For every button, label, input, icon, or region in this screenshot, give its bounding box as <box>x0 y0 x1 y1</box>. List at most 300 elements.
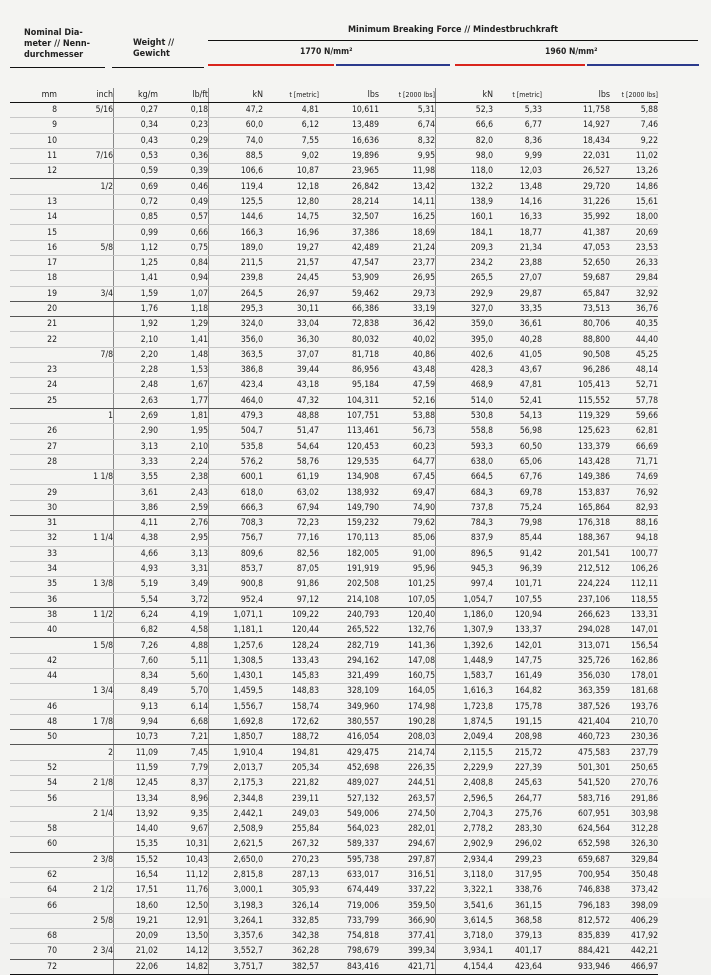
cell-kn-1770: 47,2 <box>209 103 264 118</box>
table-row <box>10 118 658 133</box>
cell-kn-1960: 558,8 <box>436 424 494 439</box>
cell-kg-m: 8,49 <box>114 684 159 699</box>
cell-t-metric-1960: 379,13 <box>493 929 542 944</box>
cell-t-metric-1960: 6,77 <box>493 118 542 133</box>
cell-t-metric-1960: 79,98 <box>493 516 542 531</box>
cell-t-metric-1770: 47,32 <box>263 393 319 408</box>
cell-kn-1770: 809,6 <box>209 546 264 561</box>
cell-mm: 28 <box>10 454 57 469</box>
cell-t-metric-1960: 245,63 <box>493 776 542 791</box>
cell-t2000-1960: 88,16 <box>610 516 658 531</box>
cell-t-metric-1960: 147,75 <box>493 653 542 668</box>
cell-t-metric-1770: 9,02 <box>263 148 319 163</box>
cell-lbs-1770: 321,499 <box>319 668 379 683</box>
cell-t-metric-1960: 91,42 <box>493 546 542 561</box>
cell-inch <box>57 561 114 576</box>
cell-mm: 10 <box>10 133 57 148</box>
cell-kn-1770: 3,751,7 <box>209 959 264 974</box>
cell-kn-1960: 1,307,9 <box>436 623 494 638</box>
cell-lbs-1960: 884,421 <box>542 944 610 959</box>
cell-kn-1960: 132,2 <box>436 179 494 194</box>
cell-t2000-1770: 14,11 <box>379 194 436 209</box>
table-row <box>10 653 658 668</box>
cell-t-metric-1770: 239,11 <box>263 791 319 806</box>
cell-t-metric-1770: 87,05 <box>263 561 319 576</box>
cell-lb-ft: 11,76 <box>158 883 209 898</box>
cell-kn-1770: 1,910,4 <box>209 745 264 760</box>
cell-lbs-1960: 149,386 <box>542 470 610 485</box>
cell-t2000-1960: 40,35 <box>610 317 658 332</box>
cell-mm: 32 <box>10 531 57 546</box>
table-row <box>10 577 658 592</box>
cell-kn-1770: 504,7 <box>209 424 264 439</box>
cell-lbs-1960: 125,623 <box>542 424 610 439</box>
table-row <box>10 546 658 561</box>
table-row <box>10 470 658 485</box>
cell-kn-1770: 2,508,9 <box>209 821 264 836</box>
cell-t2000-1960: 26,33 <box>610 255 658 270</box>
cell-t-metric-1770: 7,55 <box>263 133 319 148</box>
cell-t-metric-1960: 60,50 <box>493 439 542 454</box>
cell-kg-m: 3,55 <box>114 470 159 485</box>
cell-kn-1960: 138,9 <box>436 194 494 209</box>
table-row <box>10 776 658 791</box>
cell-lbs-1960: 501,301 <box>542 760 610 775</box>
cell-kg-m: 0,43 <box>114 133 159 148</box>
cell-kg-m: 2,20 <box>114 347 159 362</box>
cell-lbs-1770: 81,718 <box>319 347 379 362</box>
cell-t-metric-1770: 72,23 <box>263 516 319 531</box>
cell-t-metric-1770: 58,76 <box>263 454 319 469</box>
cell-mm: 44 <box>10 668 57 683</box>
cell-t2000-1770: 366,90 <box>379 913 436 928</box>
cell-lbs-1770: 214,108 <box>319 592 379 607</box>
minimum-breaking-force-header: Minimum Breaking Force // Mindestbruchkraft <box>348 25 558 35</box>
cell-kn-1960: 945,3 <box>436 561 494 576</box>
cell-lbs-1960: 325,726 <box>542 653 610 668</box>
cell-kn-1770: 2,815,8 <box>209 867 264 882</box>
cell-lbs-1770: 47,547 <box>319 255 379 270</box>
cell-t-metric-1960: 107,55 <box>493 592 542 607</box>
cell-t2000-1770: 69,47 <box>379 485 436 500</box>
cell-kg-m: 5,19 <box>114 577 159 592</box>
cell-lbs-1960: 659,687 <box>542 852 610 867</box>
cell-t2000-1770: 297,87 <box>379 852 436 867</box>
unit-kg-m: kg/m <box>114 88 159 103</box>
cell-t-metric-1770: 51,47 <box>263 424 319 439</box>
cell-inch <box>57 164 114 179</box>
cell-kn-1770: 2,442,1 <box>209 806 264 821</box>
cell-kn-1960: 184,1 <box>436 225 494 240</box>
cell-t-metric-1770: 109,22 <box>263 607 319 622</box>
cell-t2000-1770: 9,95 <box>379 148 436 163</box>
cell-kg-m: 13,92 <box>114 806 159 821</box>
cell-lbs-1770: 265,522 <box>319 623 379 638</box>
cell-t2000-1960: 250,65 <box>610 760 658 775</box>
cell-inch <box>57 516 114 531</box>
cell-inch <box>57 653 114 668</box>
cell-lbs-1770: 42,489 <box>319 240 379 255</box>
cell-lb-ft: 1,48 <box>158 347 209 362</box>
cell-kn-1770: 166,3 <box>209 225 264 240</box>
cell-mm: 68 <box>10 929 57 944</box>
cell-lbs-1770: 10,611 <box>319 103 379 118</box>
cell-t2000-1770: 16,25 <box>379 210 436 225</box>
cell-lbs-1770: 719,006 <box>319 898 379 913</box>
cell-t-metric-1770: 63,02 <box>263 485 319 500</box>
cell-t-metric-1770: 128,24 <box>263 638 319 653</box>
cell-t-metric-1960: 215,72 <box>493 745 542 760</box>
cell-lbs-1960: 363,359 <box>542 684 610 699</box>
cell-lb-ft: 4,19 <box>158 607 209 622</box>
cell-t-metric-1770: 249,03 <box>263 806 319 821</box>
cell-kn-1960: 664,5 <box>436 470 494 485</box>
cell-mm: 16 <box>10 240 57 255</box>
cell-kn-1960: 3,934,1 <box>436 944 494 959</box>
cell-kg-m: 1,12 <box>114 240 159 255</box>
cell-t-metric-1770: 120,44 <box>263 623 319 638</box>
cell-kg-m: 20,09 <box>114 929 159 944</box>
cell-lb-ft: 0,18 <box>158 103 209 118</box>
unit-lb-ft: lb/ft <box>158 88 209 103</box>
cell-t2000-1960: 156,54 <box>610 638 658 653</box>
cell-lbs-1960: 26,527 <box>542 164 610 179</box>
cell-kn-1770: 88,5 <box>209 148 264 163</box>
cell-kn-1960: 638,0 <box>436 454 494 469</box>
cell-t-metric-1770: 305,93 <box>263 883 319 898</box>
cell-kn-1770: 853,7 <box>209 561 264 576</box>
cell-lbs-1770: 489,027 <box>319 776 379 791</box>
cell-inch <box>57 623 114 638</box>
cell-kn-1960: 1,616,3 <box>436 684 494 699</box>
cell-t2000-1770: 79,62 <box>379 516 436 531</box>
unit-t2000-1960: t [2000 lbs] <box>610 88 658 103</box>
weight-header-line-1: Weight // <box>133 38 175 48</box>
table-row <box>10 561 658 576</box>
cell-lb-ft: 6,68 <box>158 714 209 729</box>
cell-t2000-1960: 106,26 <box>610 561 658 576</box>
cell-inch <box>57 439 114 454</box>
table-row <box>10 760 658 775</box>
cell-t-metric-1770: 21,57 <box>263 255 319 270</box>
cell-t2000-1960: 417,92 <box>610 929 658 944</box>
cell-lb-ft: 1,77 <box>158 393 209 408</box>
cell-kn-1960: 837,9 <box>436 531 494 546</box>
cell-mm: 29 <box>10 485 57 500</box>
cell-t2000-1960: 406,29 <box>610 913 658 928</box>
cell-t2000-1960: 193,76 <box>610 699 658 714</box>
cell-lbs-1960: 88,800 <box>542 332 610 347</box>
cell-kn-1960: 327,0 <box>436 301 494 316</box>
cell-t-metric-1960: 423,64 <box>493 959 542 974</box>
table-row <box>10 913 658 928</box>
cell-lbs-1770: 595,738 <box>319 852 379 867</box>
cell-lbs-1960: 153,837 <box>542 485 610 500</box>
cell-t-metric-1960: 101,71 <box>493 577 542 592</box>
cell-t2000-1770: 40,86 <box>379 347 436 362</box>
cell-t2000-1770: 36,42 <box>379 317 436 332</box>
cell-t2000-1960: 162,86 <box>610 653 658 668</box>
cell-t-metric-1770: 267,32 <box>263 837 319 852</box>
cell-inch: 2 5/8 <box>57 913 114 928</box>
cell-lb-ft: 0,39 <box>158 164 209 179</box>
table-row <box>10 852 658 867</box>
cell-kn-1960: 402,6 <box>436 347 494 362</box>
cell-lb-ft: 2,10 <box>158 439 209 454</box>
cell-kn-1770: 324,0 <box>209 317 264 332</box>
table-row <box>10 837 658 852</box>
cell-inch: 2 <box>57 745 114 760</box>
cell-t2000-1770: 21,24 <box>379 240 436 255</box>
cell-lbs-1770: 120,453 <box>319 439 379 454</box>
cell-lb-ft: 11,12 <box>158 867 209 882</box>
cell-lbs-1770: 294,162 <box>319 653 379 668</box>
cell-t2000-1770: 120,40 <box>379 607 436 622</box>
cell-inch <box>57 485 114 500</box>
cell-t-metric-1770: 145,83 <box>263 668 319 683</box>
cell-kn-1960: 428,3 <box>436 363 494 378</box>
cell-kn-1770: 1,430,1 <box>209 668 264 683</box>
cell-kg-m: 11,59 <box>114 760 159 775</box>
cell-lbs-1960: 90,508 <box>542 347 610 362</box>
cell-lb-ft: 7,45 <box>158 745 209 760</box>
cell-kn-1770: 618,0 <box>209 485 264 500</box>
cell-t2000-1770: 208,03 <box>379 730 436 745</box>
table-row <box>10 607 658 622</box>
table-row <box>10 194 658 209</box>
cell-t-metric-1770: 30,11 <box>263 301 319 316</box>
cell-lb-ft: 7,79 <box>158 760 209 775</box>
cell-kn-1960: 395,0 <box>436 332 494 347</box>
cell-kn-1960: 265,5 <box>436 271 494 286</box>
cell-t-metric-1960: 96,39 <box>493 561 542 576</box>
cell-kn-1770: 144,6 <box>209 210 264 225</box>
cell-lbs-1960: 31,226 <box>542 194 610 209</box>
cell-kn-1770: 386,8 <box>209 363 264 378</box>
cell-t-metric-1770: 362,28 <box>263 944 319 959</box>
cell-kn-1960: 784,3 <box>436 516 494 531</box>
cell-t2000-1770: 421,71 <box>379 959 436 974</box>
cell-kn-1770: 125,5 <box>209 194 264 209</box>
cell-inch: 7/16 <box>57 148 114 163</box>
table-row <box>10 363 658 378</box>
cell-kn-1770: 1,692,8 <box>209 714 264 729</box>
cell-inch <box>57 301 114 316</box>
cell-inch <box>57 210 114 225</box>
cell-lbs-1960: 583,716 <box>542 791 610 806</box>
cell-kn-1960: 530,8 <box>436 408 494 423</box>
cell-t-metric-1960: 43,67 <box>493 363 542 378</box>
nominal-header-line-2: meter // Nenn- <box>24 39 91 49</box>
cell-kn-1960: 118,0 <box>436 164 494 179</box>
table-row <box>10 301 658 316</box>
table-row <box>10 500 658 515</box>
table-row <box>10 485 658 500</box>
cell-t2000-1770: 8,32 <box>379 133 436 148</box>
table-row <box>10 332 658 347</box>
cell-t-metric-1960: 8,36 <box>493 133 542 148</box>
table-row <box>10 714 658 729</box>
cell-mm: 54 <box>10 776 57 791</box>
cell-t-metric-1770: 255,84 <box>263 821 319 836</box>
cell-kn-1960: 2,934,4 <box>436 852 494 867</box>
cell-t2000-1770: 160,75 <box>379 668 436 683</box>
cell-lb-ft: 7,21 <box>158 730 209 745</box>
cell-lbs-1770: 23,965 <box>319 164 379 179</box>
cell-mm: 22 <box>10 332 57 347</box>
cell-kg-m: 16,54 <box>114 867 159 882</box>
unit-lbs-1960: lbs <box>542 88 610 103</box>
cell-inch <box>57 898 114 913</box>
table-row <box>10 378 658 393</box>
cell-inch <box>57 225 114 240</box>
cell-t2000-1770: 33,19 <box>379 301 436 316</box>
table-row <box>10 516 658 531</box>
cell-lbs-1960: 475,583 <box>542 745 610 760</box>
cell-lbs-1770: 138,932 <box>319 485 379 500</box>
cell-t-metric-1960: 401,17 <box>493 944 542 959</box>
unit-inch: inch <box>57 88 114 103</box>
cell-lbs-1770: 527,132 <box>319 791 379 806</box>
cell-lb-ft: 8,96 <box>158 791 209 806</box>
cell-mm: 12 <box>10 164 57 179</box>
cell-inch <box>57 363 114 378</box>
cell-kn-1960: 468,9 <box>436 378 494 393</box>
cell-t-metric-1960: 13,48 <box>493 179 542 194</box>
cell-mm: 17 <box>10 255 57 270</box>
cell-t-metric-1770: 43,18 <box>263 378 319 393</box>
cell-lbs-1960: 294,028 <box>542 623 610 638</box>
cell-t2000-1960: 270,76 <box>610 776 658 791</box>
cell-kn-1960: 82,0 <box>436 133 494 148</box>
cell-t-metric-1770: 287,13 <box>263 867 319 882</box>
cell-t-metric-1960: 296,02 <box>493 837 542 852</box>
cell-kg-m: 6,82 <box>114 623 159 638</box>
cell-t2000-1770: 282,01 <box>379 821 436 836</box>
cell-t2000-1770: 43,48 <box>379 363 436 378</box>
cell-t-metric-1960: 142,01 <box>493 638 542 653</box>
cell-t2000-1770: 13,42 <box>379 179 436 194</box>
cell-mm: 40 <box>10 623 57 638</box>
cell-kn-1770: 60,0 <box>209 118 264 133</box>
cell-lbs-1770: 53,909 <box>319 271 379 286</box>
units-row <box>10 88 658 103</box>
cell-lbs-1960: 59,687 <box>542 271 610 286</box>
cell-inch: 1 7/8 <box>57 714 114 729</box>
table-row <box>10 210 658 225</box>
cell-inch: 1 5/8 <box>57 638 114 653</box>
cell-t2000-1770: 60,23 <box>379 439 436 454</box>
cell-kn-1770: 1,257,6 <box>209 638 264 653</box>
cell-inch: 2 1/4 <box>57 806 114 821</box>
cell-t2000-1770: 377,41 <box>379 929 436 944</box>
cell-t-metric-1960: 33,35 <box>493 301 542 316</box>
cell-inch: 1 1/8 <box>57 470 114 485</box>
cell-t2000-1960: 329,84 <box>610 852 658 867</box>
cell-t2000-1770: 23,77 <box>379 255 436 270</box>
cell-t-metric-1770: 14,75 <box>263 210 319 225</box>
cell-mm: 52 <box>10 760 57 775</box>
cell-t2000-1960: 14,86 <box>610 179 658 194</box>
cell-kn-1960: 2,408,8 <box>436 776 494 791</box>
cell-t2000-1770: 244,51 <box>379 776 436 791</box>
cell-kn-1960: 2,704,3 <box>436 806 494 821</box>
cell-lbs-1960: 624,564 <box>542 821 610 836</box>
cell-mm: 36 <box>10 592 57 607</box>
cell-lbs-1960: 188,367 <box>542 531 610 546</box>
cell-t-metric-1960: 175,78 <box>493 699 542 714</box>
cell-kg-m: 0,72 <box>114 194 159 209</box>
cell-kn-1770: 264,5 <box>209 286 264 301</box>
cell-kg-m: 7,26 <box>114 638 159 653</box>
cell-kn-1770: 74,0 <box>209 133 264 148</box>
cell-mm: 33 <box>10 546 57 561</box>
cell-lb-ft: 1,95 <box>158 424 209 439</box>
cell-lb-ft: 4,88 <box>158 638 209 653</box>
cell-inch: 5/8 <box>57 240 114 255</box>
cell-t-metric-1770: 97,12 <box>263 592 319 607</box>
cell-t2000-1960: 66,69 <box>610 439 658 454</box>
cell-kn-1960: 593,3 <box>436 439 494 454</box>
cell-t2000-1960: 9,22 <box>610 133 658 148</box>
cell-t-metric-1770: 24,45 <box>263 271 319 286</box>
cell-inch <box>57 760 114 775</box>
table-row <box>10 255 658 270</box>
cell-lbs-1960: 607,951 <box>542 806 610 821</box>
cell-lbs-1960: 652,598 <box>542 837 610 852</box>
table-body <box>10 88 658 974</box>
cell-kg-m: 19,21 <box>114 913 159 928</box>
cell-lb-ft: 2,38 <box>158 470 209 485</box>
cell-kn-1770: 952,4 <box>209 592 264 607</box>
cell-inch: 1 3/8 <box>57 577 114 592</box>
cell-t2000-1770: 174,98 <box>379 699 436 714</box>
table-row <box>10 730 658 745</box>
table-row <box>10 929 658 944</box>
cell-lb-ft: 0,29 <box>158 133 209 148</box>
cell-t2000-1960: 466,97 <box>610 959 658 974</box>
cell-kn-1960: 514,0 <box>436 393 494 408</box>
table-row <box>10 439 658 454</box>
cell-lbs-1770: 674,449 <box>319 883 379 898</box>
cell-lbs-1770: 380,557 <box>319 714 379 729</box>
cell-t2000-1960: 29,84 <box>610 271 658 286</box>
cell-t2000-1960: 48,14 <box>610 363 658 378</box>
cell-lbs-1960: 18,434 <box>542 133 610 148</box>
cell-lbs-1960: 22,031 <box>542 148 610 163</box>
cell-lb-ft: 9,35 <box>158 806 209 821</box>
cell-lbs-1960: 460,723 <box>542 730 610 745</box>
cell-lbs-1960: 143,428 <box>542 454 610 469</box>
table-row <box>10 133 658 148</box>
cell-kg-m: 3,13 <box>114 439 159 454</box>
cell-kn-1960: 1,874,5 <box>436 714 494 729</box>
cell-kn-1960: 2,902,9 <box>436 837 494 852</box>
cell-t-metric-1770: 16,96 <box>263 225 319 240</box>
unit-lbs-1770: lbs <box>319 88 379 103</box>
cell-kn-1770: 119,4 <box>209 179 264 194</box>
cell-t-metric-1770: 67,94 <box>263 500 319 515</box>
cell-lbs-1770: 16,636 <box>319 133 379 148</box>
cell-kn-1770: 1,459,5 <box>209 684 264 699</box>
cell-t-metric-1770: 4,81 <box>263 103 319 118</box>
cell-lbs-1960: 224,224 <box>542 577 610 592</box>
cell-t2000-1960: 312,28 <box>610 821 658 836</box>
cell-kn-1770: 3,000,1 <box>209 883 264 898</box>
cell-lb-ft: 6,14 <box>158 699 209 714</box>
cell-kg-m: 2,28 <box>114 363 159 378</box>
cell-inch <box>57 424 114 439</box>
